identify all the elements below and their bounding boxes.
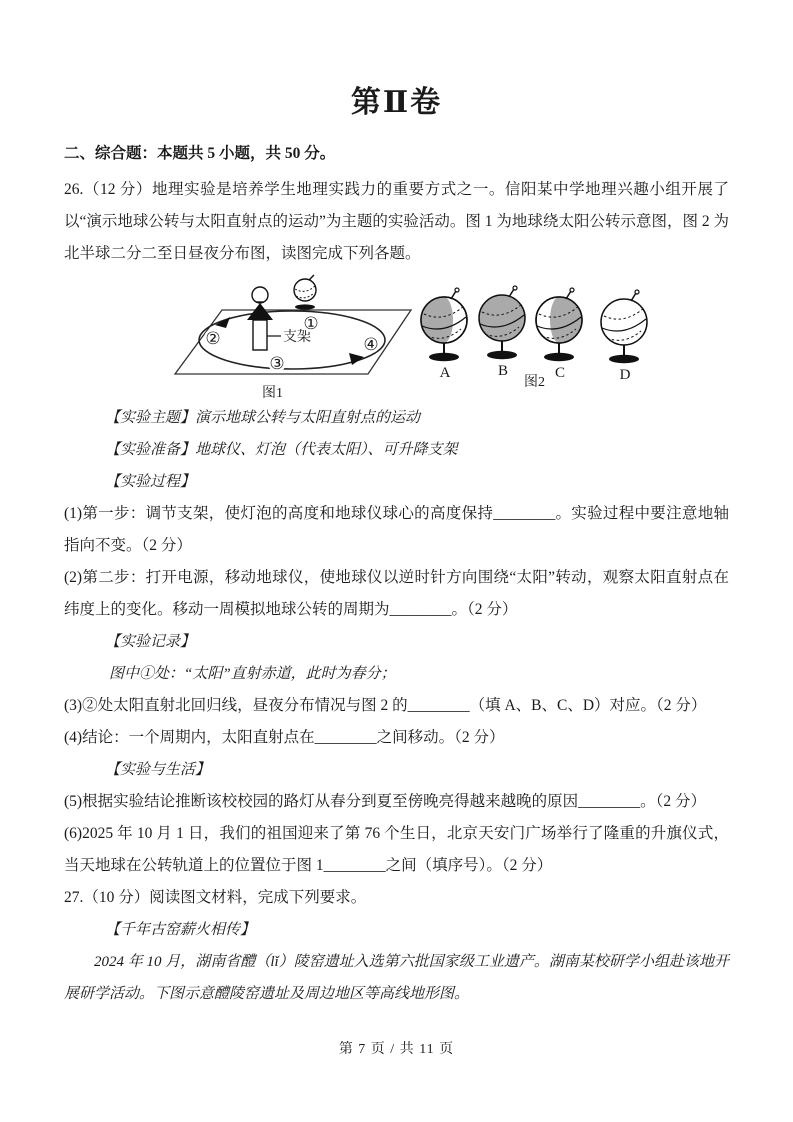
globe-c-label: C (554, 365, 566, 381)
q27-paragraph: 2024 年 10 月，湖南省醴（lǐ）陵窑遗址入选第六批国家级工业遗产。湖南某校研学小组赴该地开展研学活动。下图示意醴陵窑遗址及周边地区等高线地形图。 (64, 954, 729, 1002)
page-footer: 第 7 页 / 共 11 页 (338, 1042, 455, 1057)
figure1-caption: 图1 (262, 386, 283, 401)
mini-globe-icon (294, 275, 316, 310)
q26-step2: (2)第二步：打开电源，移动地球仪，使地球仪以逆时针方向围绕“太阳”转动，观察太阳直射点在纬度上的变化。移动一周模拟地球公转的周期为________。（2 分） (64, 569, 729, 618)
q26-experiment-process: 【实验过程】 (105, 474, 196, 490)
q26-intro: 26.（12 分）地理实验是培养学生地理实践力的重要方式之一。信阳某中学地理兴趣小组开展了以“演示地球公转与太阳直射点的运动”为主题的实验活动。图 1 为地球绕太阳公转示意图，图 2 为北半球二分二至日昼夜分布图，读图完成下列各题。 (64, 181, 729, 262)
orbit-position-4: ④ (363, 335, 379, 354)
globe-b (479, 286, 525, 379)
globe-a (421, 288, 467, 381)
orbit-position-2: ② (205, 329, 221, 348)
figure2-globes-diagram (419, 276, 699, 400)
globe-d-label: D (619, 367, 631, 383)
q26-item3: (3)②处太阳直射北回归线，昼夜分布情况与图 2 的________（填 A、B、C、D）对应。（2 分） (64, 697, 707, 714)
q26-item5: (5)根据实验结论推断该校校园的路灯从春分到夏至傍晚亮得越来越晚的原因________。（2 分） (64, 793, 706, 810)
section-heading: 二、综合题：本题共 5 小题，共 50 分。 (64, 145, 336, 162)
orbit-position-1: ① (303, 314, 319, 333)
lamp-stand (253, 320, 267, 350)
figure1-earth-revolution-diagram (165, 276, 415, 400)
figure2-caption: 图2 (524, 375, 545, 390)
page-title: 第Ⅱ卷 (350, 86, 443, 119)
q26-experiment-prep: 【实验准备】地球仪、灯泡（代表太阳）、可升降支架 (105, 442, 458, 458)
q26-record-note: 图中①处：“太阳”直射赤道，此时为春分； (109, 666, 396, 682)
q26-item6: (6)2025 年 10 月 1 日，我们的祖国迎来了第 76 个生日，北京天安门广场举行了隆重的升旗仪式，当天地球在公转轨道上的位置位于图 1________之间（填序号）。（2 分） (64, 825, 729, 874)
globe-b-label: B (497, 363, 509, 379)
q27-intro: 27.（10 分）阅读图文材料，完成下列要求。 (64, 889, 367, 906)
q26-step1: (1)第一步：调节支架，使灯泡的高度和地球仪球心的高度保持________。实验过程中要注意地轴指向不变。（2 分） (64, 505, 729, 554)
light-bulb-icon (252, 287, 268, 303)
globe-a-label: A (439, 365, 451, 381)
figures-row (64, 276, 729, 400)
stand-label: 支架 (283, 330, 311, 345)
globe-c (536, 288, 582, 381)
q27-subheading: 【千年古窑薪火相传】 (105, 922, 256, 938)
globe-d (601, 290, 647, 383)
q26-experiment-life: 【实验与生活】 (105, 762, 211, 778)
orbit-position-3: ③ (269, 354, 285, 373)
q26-experiment-record: 【实验记录】 (105, 634, 196, 650)
q26-experiment-theme: 【实验主题】演示地球公转与太阳直射点的运动 (105, 410, 421, 426)
q26-item4: (4)结论：一个周期内，太阳直射点在________之间移动。（2 分） (64, 729, 505, 746)
